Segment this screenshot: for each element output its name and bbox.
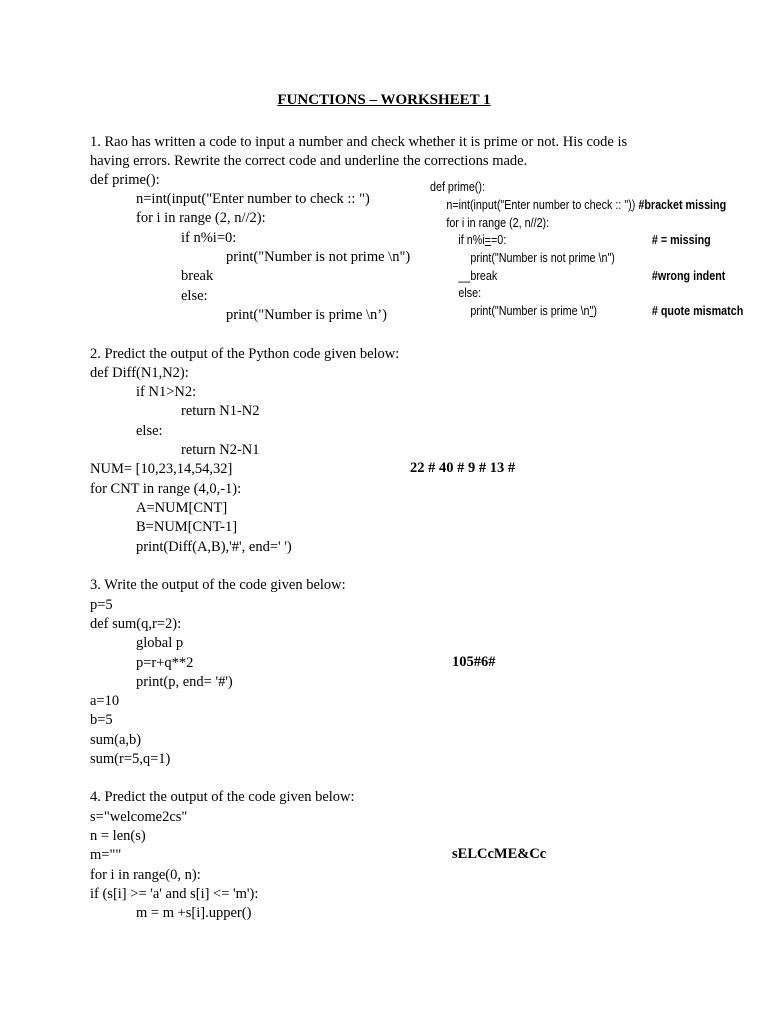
q3-code-line: p=r+q**2: [136, 655, 194, 671]
q1-code-line: n=int(input("Enter number to check :: "): [136, 191, 370, 207]
q2-code-line: def Diff(N1,N2):: [90, 365, 189, 381]
corrected-line: __break: [458, 269, 498, 283]
q3-answer: 105#6#: [452, 654, 496, 670]
q4-code-line: m = m +s[i].upper(): [136, 905, 252, 921]
corrected-code-image: [430, 180, 744, 325]
q4-answer: sELCcME&Cc: [452, 846, 547, 862]
q4-text: 4. Predict the output of the code given below:: [90, 789, 355, 805]
corrected-line: if n%i==0:: [458, 233, 507, 247]
q2-answer: 22 # 40 # 9 # 13 #: [410, 460, 516, 476]
q4-code-line: if (s[i] >= 'a' and s[i] <= 'm'):: [90, 886, 259, 902]
q2-code-line: NUM= [10,23,14,54,32]: [90, 461, 233, 477]
q2-code-line: if N1>N2:: [136, 384, 197, 400]
corrected-line: def prime():: [430, 180, 485, 194]
corrected-line: print("Number is prime \n"): [470, 304, 597, 318]
q3-code-line: p=5: [90, 597, 113, 613]
q1-code-line: print("Number is not prime \n"): [226, 249, 411, 265]
q2-text: 2. Predict the output of the Python code given below:: [90, 346, 400, 362]
corrected-line: n=int(input("Enter number to check :: ")) #bracket missing: [446, 198, 727, 212]
q1-text-line2: having errors. Rewrite the correct code and underline the corrections made.: [90, 153, 528, 169]
q1-code-line: def prime():: [90, 172, 160, 188]
corrected-comment: #wrong indent: [651, 269, 726, 283]
q4-code-line: n = len(s): [90, 828, 146, 844]
q1-text-line1: 1. Rao has written a code to input a number and check whether it is prime or not. His code is: [90, 134, 628, 150]
q4-code-line: s="welcome2cs": [90, 809, 188, 825]
q3-code-line: b=5: [90, 712, 113, 728]
q2-code-line: A=NUM[CNT]: [136, 500, 228, 516]
q3-code-line: print(p, end= '#'): [136, 674, 233, 690]
q3-code-line: sum(r=5,q=1): [90, 751, 171, 767]
q3-code-line: a=10: [90, 693, 120, 709]
q3-code-line: def sum(q,r=2):: [90, 616, 182, 632]
q1-code-line: break: [181, 268, 214, 284]
corrected-comment: # = missing: [651, 233, 711, 247]
q1-code-line: if n%i=0:: [181, 230, 237, 246]
q2-code-line: B=NUM[CNT-1]: [136, 519, 238, 535]
corrected-line: for i in range (2, n//2):: [446, 216, 550, 230]
q3-code-line: sum(a,b): [90, 732, 142, 748]
worksheet-title: FUNCTIONS – WORKSHEET 1: [277, 92, 491, 108]
q4-code-line: for i in range(0, n):: [90, 867, 201, 883]
q2-code-line: return N1-N2: [181, 403, 260, 419]
corrected-line: print("Number is not prime \n"): [470, 251, 615, 265]
q2-code-line: return N2-N1: [181, 442, 260, 458]
q1-code-line: for i in range (2, n//2):: [136, 210, 266, 226]
q1-code-line: print("Number is prime \n’): [226, 307, 387, 323]
q1-code-line: else:: [181, 288, 208, 304]
q3-text: 3. Write the output of the code given below:: [90, 577, 346, 593]
corrected-comment: # quote mismatch: [651, 304, 744, 318]
q2-code-line: else:: [136, 423, 163, 439]
q3-code-line: global p: [136, 635, 184, 651]
q4-code-line: m="": [90, 847, 122, 863]
corrected-line: else:: [458, 286, 482, 300]
q2-code-line: for CNT in range (4,0,-1):: [90, 481, 242, 497]
q2-code-line: print(Diff(A,B),'#', end=' '): [136, 539, 292, 555]
